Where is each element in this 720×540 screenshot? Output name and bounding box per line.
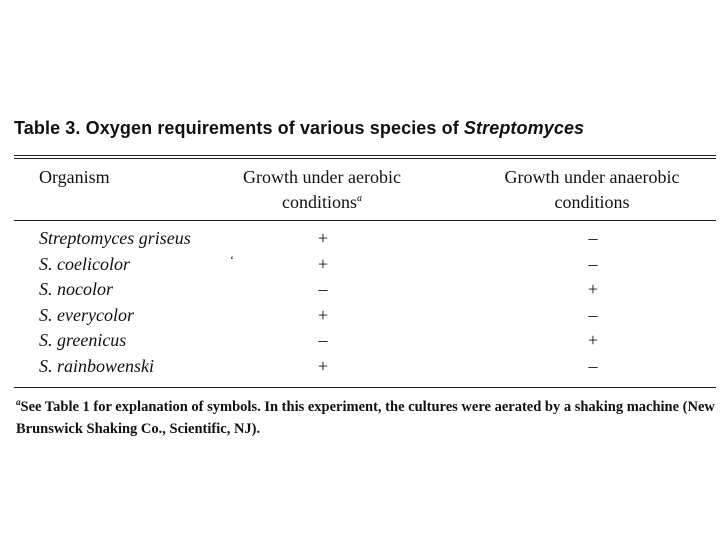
header-aerobic-footnote-mark: a [357,193,362,204]
organism-cell: S. nocolor [39,279,113,299]
table-row [0,305,720,331]
organism-cell: S. greenicus [39,330,127,350]
header-anaerobic [472,165,712,215]
aerobic-cell: + [317,304,329,325]
bottom-rule [14,387,716,388]
header-organism: Organism [39,167,110,187]
anaerobic-cell: – [588,228,598,248]
organism-cell: Streptomyces griseus [39,228,191,248]
top-rule-2 [14,158,716,159]
anaerobic-cell: – [588,355,598,376]
table-row [0,279,720,305]
header-anaerobic-line2: conditions [554,192,630,212]
header-aerobic-line2 [222,190,422,215]
aerobic-cell: + [317,355,329,376]
top-rule-1 [14,155,716,156]
aerobic-cell: + [317,253,329,274]
header-aerobic [222,165,422,215]
header-aerobic-line1: Growth under aerobic [243,167,401,187]
table-title-prefix: Table 3. Oxygen requirements of various species of [14,118,464,138]
anaerobic-cell: + [587,279,599,299]
anaerobic-cell: – [588,304,598,325]
header-aerobic-line2-text: conditions [282,192,357,212]
aerobic-cell: – [318,279,328,299]
table-row [0,356,720,382]
table-row [0,228,720,254]
table-body [0,228,720,381]
footnote-mark: a [16,397,21,408]
aerobic-cell: – [318,330,328,350]
scan-speck: ‘ [230,253,234,267]
anaerobic-cell: + [587,330,599,350]
table-row [0,254,720,280]
anaerobic-cell: – [588,253,598,274]
table-row [0,330,720,356]
header-rule [14,220,716,221]
table-title [14,118,584,139]
header-anaerobic-line1: Growth under anaerobic [504,167,680,187]
organism-cell: S. rainbowenski [39,355,154,376]
aerobic-cell: + [317,228,329,248]
footnote-text: See Table 1 for explanation of symbols. In this experiment, the cultures were aerated by a shaking machine (New Brunswick Shaking Co., Scientific, NJ). [16,399,715,437]
organism-cell: S. everycolor [39,304,134,325]
table-footnote [16,396,720,440]
table-title-genus: Streptomyces [463,118,585,138]
organism-cell: S. coelicolor [39,253,130,274]
